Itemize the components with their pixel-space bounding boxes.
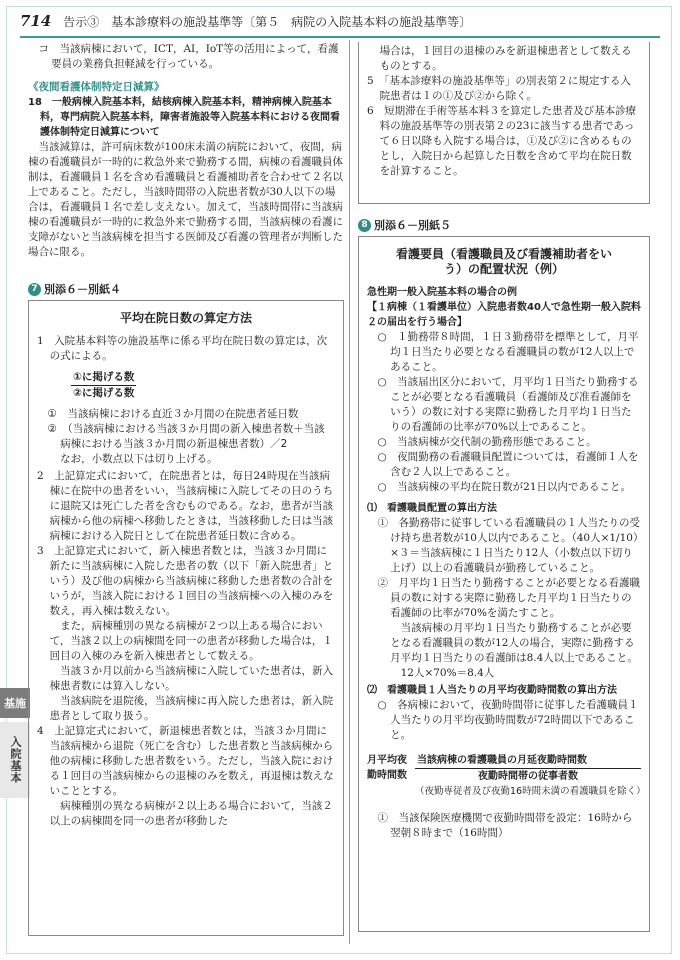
right-column — [358, 42, 650, 932]
side-tab-nyuin[interactable]: 入院基本 — [0, 722, 30, 798]
heading-1-b: ② 月平均１日当たり勤務することが必要となる看護職員の数に対する実際に勤務した月平均１日当たりの看護師の比率が70%を満たすこと。 — [377, 577, 640, 619]
avg-stay-title: 平均在院日数の算定方法 — [119, 311, 252, 325]
staffing-box — [358, 236, 650, 932]
item18-body: 当該減算は，許可病床数が100床未満の病院において，夜間，病棟の看護職員が一時的に救急外来で勤務する間，病棟の看護職員体制は，看護職員１名を含め看護職員と看護補助者を合わせて２名以上であること。ただし，当該時間帯の入院患者数が30人以下の場合は，看護職員１名で差し支えない。加えて，当該時間帯に当該病棟の看護職員が一時的に救急外来で勤務する間，当該病棟の看護に支障がないと当該病棟を担当する医師及び看護の管理者が判断した場合に限る。 — [28, 141, 343, 258]
night-heading: 《夜間看護体制特定日減算》 — [28, 81, 165, 93]
cond-1: ○ １勤務帯８時間，１日３勤務帯を標準として，月平均１日当たり必要となる看護職員の数が12人以上であること。 — [377, 331, 639, 373]
running-header — [20, 12, 660, 34]
formula-numerator: ①に掲げる数 — [71, 370, 136, 386]
avg-stay-box — [28, 300, 344, 936]
formula-bottom: 夜勤時間帯の従事者数 — [478, 771, 578, 782]
header-rule — [20, 36, 660, 38]
section-8-label — [358, 218, 650, 233]
last-item: ① 当該保険医療機関で夜勤時間帯を設定：16時から翌朝８時まで（16時間） — [377, 812, 633, 839]
avg-stay-p3b: また，病棟種別の異なる病棟が２つ以上ある場合において，当該２以上の病棟間を同一の患者が移動した場合は，１回目の入棟のみを新入棟患者として数える。 — [49, 620, 333, 662]
heading-2-a: ○ 各病棟において，夜勤時間帯に従事した看護職員１人当たりの月平均夜勤時間数が72時間以下であること。 — [377, 699, 639, 741]
section-7-number: 7 — [28, 283, 41, 296]
formula-note: （夜勤専従者及び夜勤16時間未満の看護職員を除く） — [415, 786, 646, 797]
avg-stay-p3d: 当該病院を退院後，当該病棟に再入院した患者は，新入院患者として取り扱う。 — [49, 695, 334, 722]
heading-1: ⑴ 看護職員配置の算出方法 — [367, 503, 497, 514]
heading-1-a: ① 各勤務帯に従事している看護職員の１人当たりの受け持ち患者数が10人以内であること。（40人×1/10）×３＝当該病棟に１日当たり12人（小数点以下切り上げ）以上の看護職員が勤務していること。 — [377, 517, 640, 574]
avg-stay-p3c: 当該３か月以前から当該病棟に入院していた患者は，新入棟患者数には算入しない。 — [49, 665, 334, 692]
avg-stay-box-cont — [358, 42, 650, 204]
cond-3: ○ 当該病棟が交代制の勤務形態であること。 — [377, 436, 597, 448]
right-p5: 5 「基本診療料の施設基準等」の別表第２に規定する入院患者は１の①及び②から除く。 — [367, 75, 631, 102]
section-8-number: 8 — [358, 219, 371, 232]
item18-title: 18 一般病棟入院基本料，結核病棟入院基本料，精神病棟入院基本料，専門病院入院基本料，障害者施設等入院基本料における夜間看護体制特定日減算について — [28, 97, 340, 138]
page-number: 714 — [20, 12, 52, 30]
formula-left-1: 月平均夜 — [367, 755, 407, 766]
formula-left — [367, 753, 415, 783]
right-p6: 6 短期滞在手術等基本料３を算定した患者及び基本診療料の施設基準等の別表第２の23に該当する患者であって６日以降も入院する場合は，①及び②に含めるものとし，入院日から起算した日数を含めて平均在院日数を計算すること。 — [367, 105, 637, 177]
formula-denominator: ②に掲げる数 — [73, 387, 135, 399]
section-8-text: 別添６－別紙５ — [374, 219, 451, 232]
header-title: 告示③ 基本診療料の施設基準等〔第５ 病院の入院基本料の施設基準等〕 — [63, 15, 472, 29]
avg-stay-p3: 3 上記算定式において，新入棟患者数とは，当該３か月間に新たに当該病棟に入院した患者の数（以下「新入院患者」という）及び他の病棟から当該病棟に移動した患者数の合計をいうが，当該入院における１回目の当該病棟への入棟のみを数え，再入棟は数えない。 — [37, 545, 334, 617]
left-column — [28, 42, 344, 936]
formula-fraction — [415, 753, 646, 799]
cond-2: ○ 当該届出区分において，月平均１日当たり勤務することが必要となる看護職員（看護師及び准看護師をいう）の数に対する実際に勤務した月平均１日当たりの看護師の比率が70%以上であること。 — [377, 376, 639, 433]
avg-stay-p4b: 病棟種別の異なる病棟が２以上ある場合において，当該２以上の病棟間を同一の患者が移動した — [49, 800, 333, 827]
side-tab-kishi[interactable]: 基施 — [0, 688, 30, 718]
avg-stay-p2: 2 上記算定式において，在院患者とは，毎日24時現在当該病棟に在院中の患者をいい，当該病棟に入院してその日のうちに退院又は死亡した者を含むものである。なお，患者が当該病棟から他の病棟へ移動したときは，当該移動した日は当該病棟における入院日として在院患者延日数に含める。 — [37, 470, 334, 542]
formula-top: 当該病棟の看護職員の月延夜勤時間数 — [415, 753, 641, 769]
cond-4: ○ 夜間勤務の看護職員配置については，看護師１人を含む２人以上であること。 — [377, 451, 639, 478]
column-divider — [349, 40, 350, 944]
right-cont: 場合は，１回目の退棟のみを新退棟患者として数えるものとする。 — [379, 45, 632, 72]
formula-left-2: 勤時間数 — [367, 770, 407, 781]
intro-item: コ 当該病棟において，ICT，AI，IoT等の活用によって，看護要員の業務負担軽減を行っている。 — [38, 43, 339, 70]
section-7-text: 別添６－別紙４ — [44, 283, 121, 296]
avg-stay-formula — [71, 370, 136, 401]
heading-1-b2: 当該病棟の月平均１日当たり勤務することが必要となる看護職員の数が12人の場合，実際に勤務する月平均１日当たりの看護師は8.4人以上であること。 — [390, 622, 638, 664]
avg-stay-p4: 4 上記算定式において，新退棟患者数とは，当該３か月間に当該病棟から退院（死亡を含む）した患者数と当該病棟から他の病棟に移動した患者数をいう。ただし，当該入院における１回目の当該病棟からの退棟のみを数え，再退棟は数えないこととする。 — [37, 725, 334, 797]
heading-1-b3: 12人×70%＝8.4人 — [400, 667, 495, 679]
cond-5: ○ 当該病棟の平均在院日数が21日以内であること。 — [377, 481, 632, 493]
avg-stay-p1: 1 入院基本料等の施設基準に係る平均在院日数の算定は，次の式による。 — [37, 335, 328, 362]
night-hours-formula — [367, 753, 646, 799]
section-7-label — [28, 282, 344, 297]
def-1: ① 当該病棟における直近３か月間の在院患者延日数 — [47, 408, 299, 420]
def-2: ② （当該病棟における当該３か月間の新入棟患者数＋当該病棟における当該３か月間の新退棟患者数）／2 — [47, 423, 325, 450]
staffing-sub1: 急性期一般入院基本料の場合の例 — [367, 287, 517, 298]
staffing-sub2: 【１病棟（１看護単位）入院患者数40人で急性期一般入院料２の届出を行う場合】 — [367, 302, 641, 328]
heading-2: ⑵ 看護職員１人当たりの月平均夜勤時間数の算出方法 — [367, 685, 617, 696]
staffing-title: 看護要員（看護職員及び看護補助者をいう）の配置状況（例） — [395, 247, 612, 276]
def-note: なお，小数点以下は切り上げる。 — [60, 453, 218, 465]
